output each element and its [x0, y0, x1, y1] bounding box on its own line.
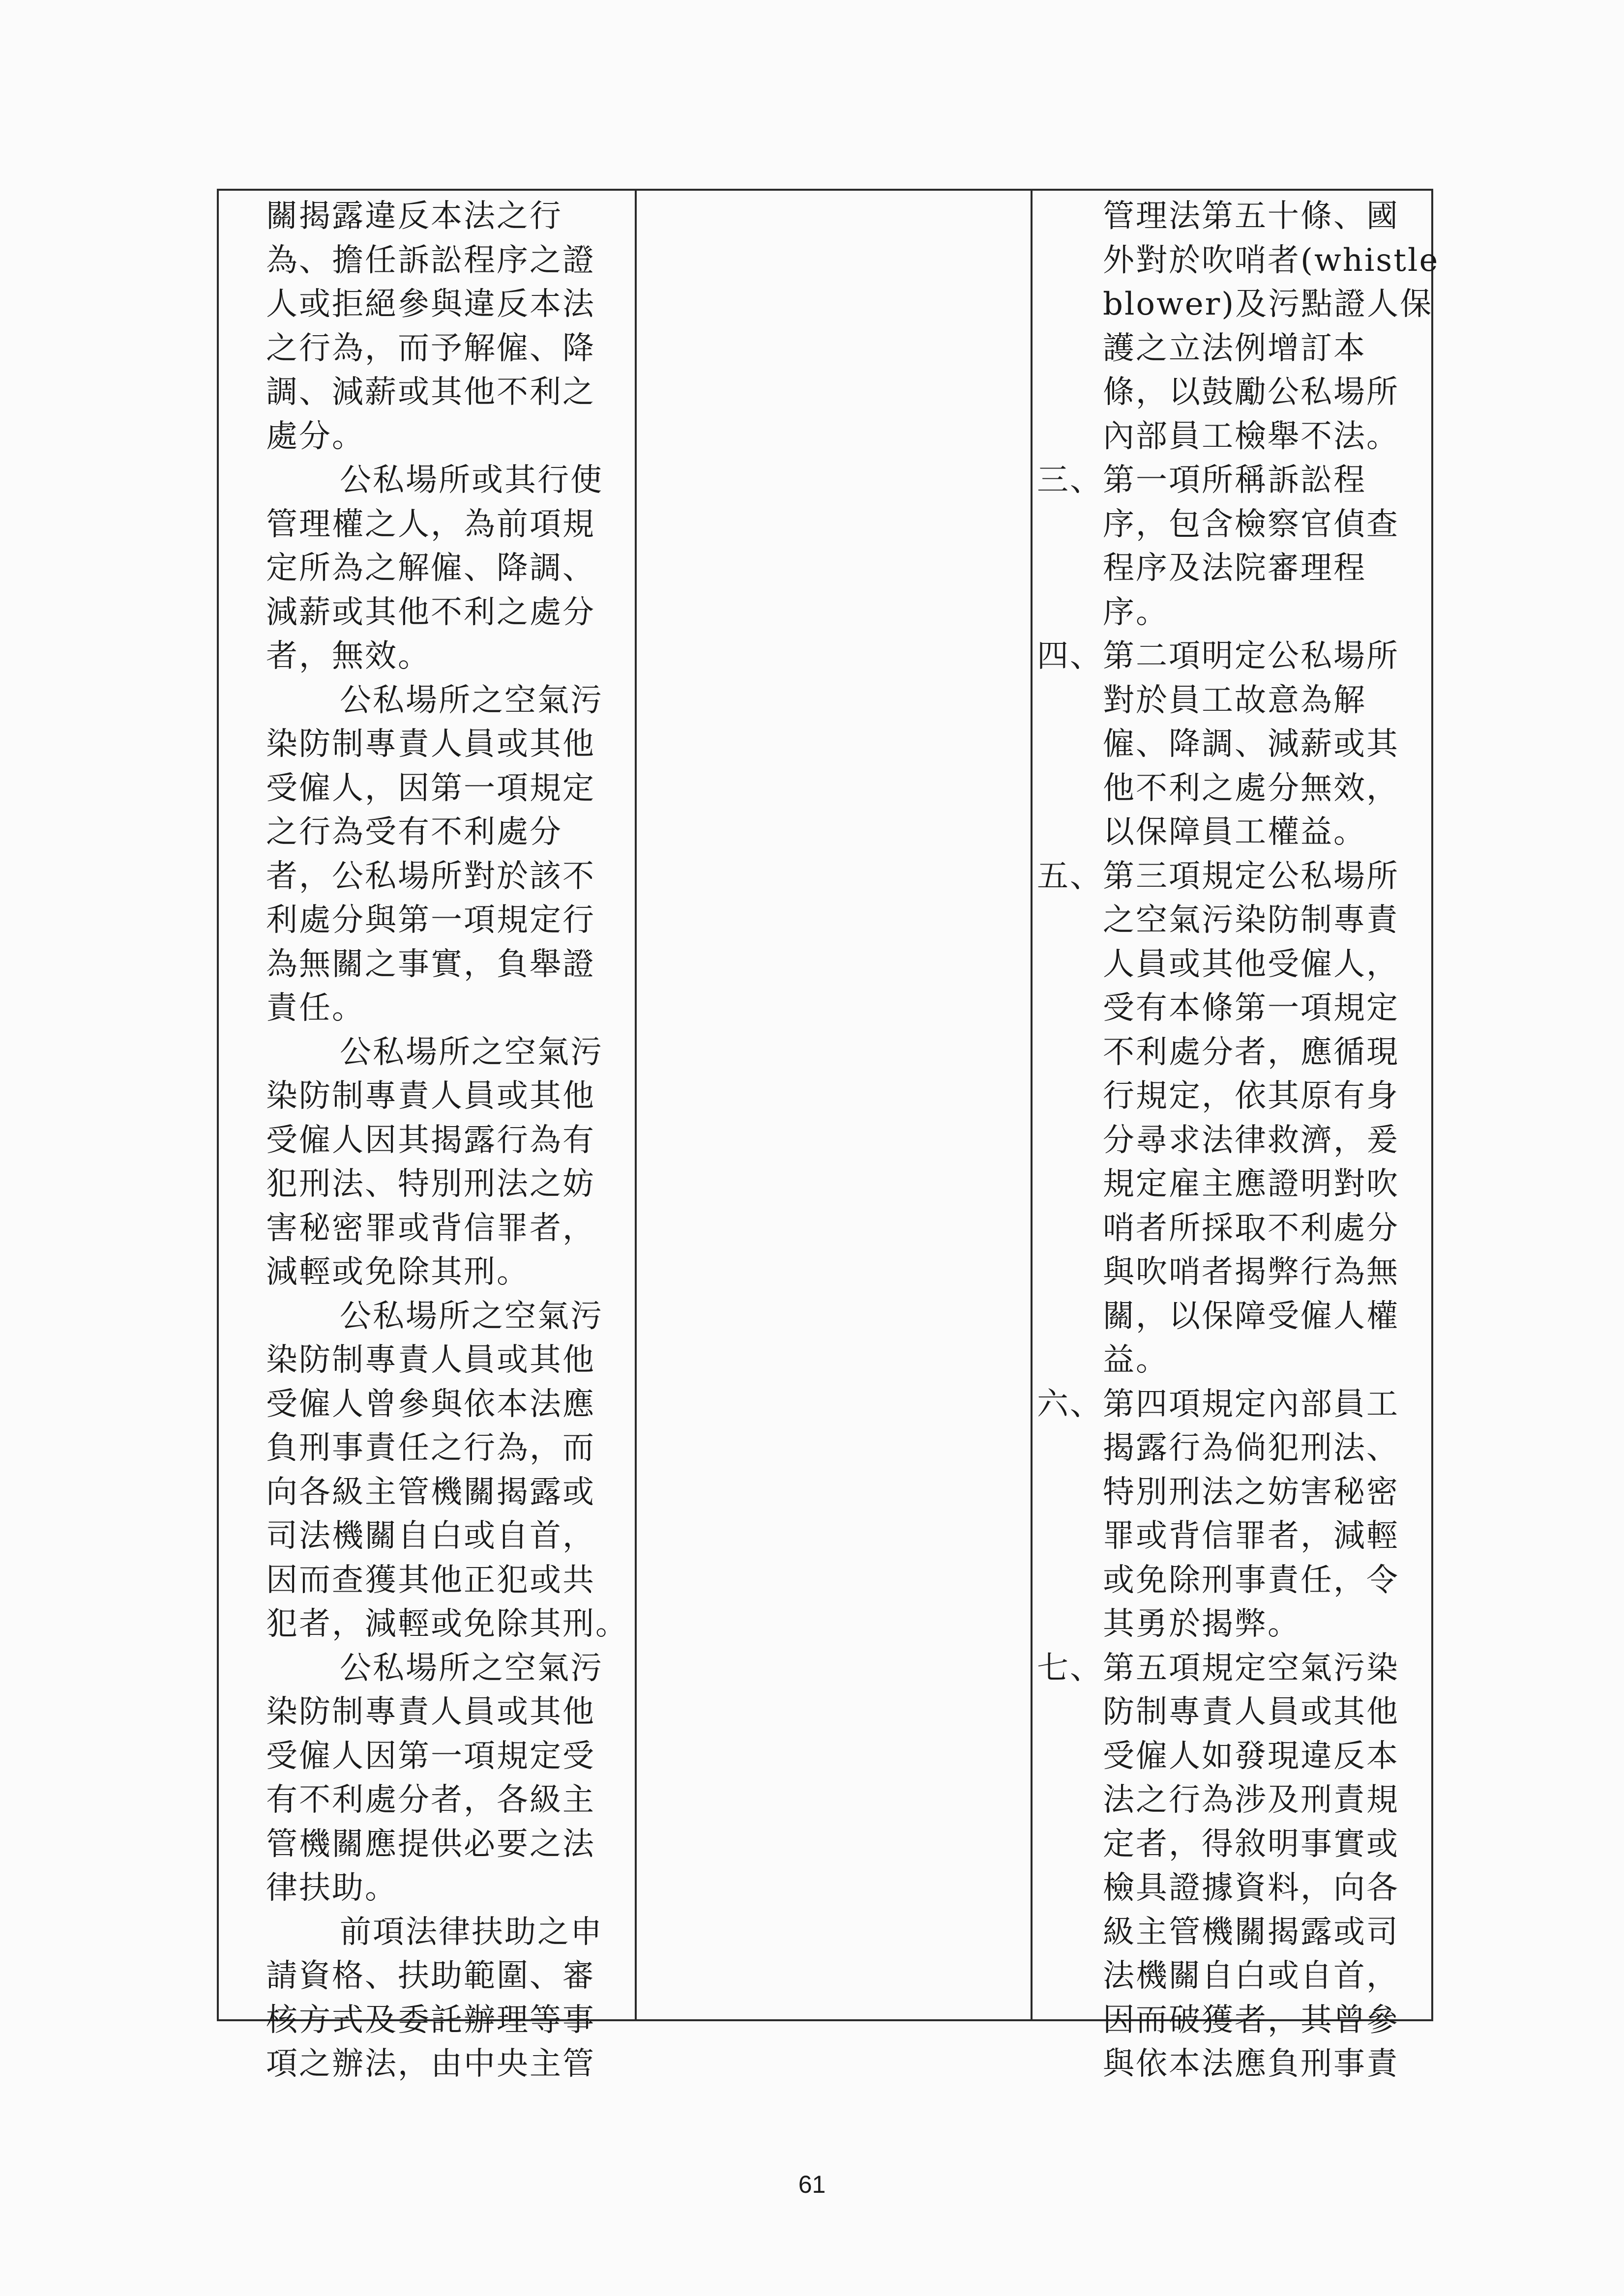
text-line: 特別刑法之妨害秘密 [1103, 1474, 1399, 1511]
text-line: 犯者，減輕或免除其刑。 [266, 1606, 628, 1642]
text-line: 第一項所稱訴訟程 [1103, 462, 1366, 498]
left-paragraph [266, 1031, 630, 1295]
column-divider [1031, 191, 1033, 2019]
text-line: 不利處分者，應循現 [1103, 1034, 1399, 1071]
item-number: 五、 [1037, 858, 1103, 895]
text-line: 內部員工檢舉不法。 [1103, 418, 1399, 455]
text-line: 罪或背信罪者，減輕 [1103, 1518, 1399, 1554]
text-line: 處分。 [266, 418, 365, 455]
text-line: 定者，得敘明事實或 [1103, 1826, 1399, 1862]
item-body [1103, 1647, 1430, 2087]
text-line: 因而破獲者，其曾參 [1103, 2002, 1399, 2038]
text-line: 減輕或免除其刑。 [266, 1254, 530, 1290]
text-line: 為無關之事實，負舉證 [266, 946, 595, 983]
text-line: 以保障員工權益。 [1103, 814, 1366, 850]
text-line: 公私場所或其行使 [340, 462, 603, 498]
text-line: 哨者所採取不利處分 [1103, 1210, 1399, 1247]
text-line: 第三項規定公私場所 [1103, 858, 1399, 895]
text-line: 防制專責人員或其他 [1103, 1694, 1399, 1730]
text-line: 律扶助。 [266, 1870, 398, 1906]
item-body [1103, 635, 1430, 855]
text-line: 檢具證據資料，向各 [1103, 1870, 1399, 1906]
text-line: 第五項規定空氣污染 [1103, 1650, 1399, 1686]
left-paragraph [266, 1647, 630, 1911]
explanation-item [1037, 1647, 1430, 2087]
explanation-item [1037, 459, 1430, 635]
text-line: 與吹哨者揭弊行為無 [1103, 1254, 1399, 1290]
left-paragraph [266, 195, 630, 459]
text-line: 或免除刑事責任，令 [1103, 1562, 1399, 1598]
text-line: 序，包含檢察官偵查 [1103, 506, 1399, 543]
text-line: 為、擔任訴訟程序之證 [266, 242, 595, 279]
left-paragraph [266, 459, 630, 679]
text-line: 他不利之處分無效， [1103, 770, 1399, 807]
text-line: 管理權之人，為前項規 [266, 506, 595, 543]
text-line: 犯刑法、特別刑法之妨 [266, 1166, 595, 1202]
text-line: 染防制專責人員或其他 [266, 726, 595, 762]
text-line: 定所為之解僱、降調、 [266, 550, 595, 586]
text-line: 之行為受有不利處分 [266, 814, 562, 850]
text-line: 關，以保障受僱人權 [1103, 1298, 1399, 1335]
text-line: 核方式及委託辦理等事 [266, 2002, 595, 2038]
text-line: 第二項明定公私場所 [1103, 638, 1399, 674]
text-line: 行規定，依其原有身 [1103, 1078, 1399, 1114]
left-paragraph [266, 1295, 630, 1647]
text-line: 第四項規定內部員工 [1103, 1386, 1399, 1423]
text-line: 外對於吹哨者(whistle [1103, 242, 1440, 279]
text-line: 人或拒絕參與違反本法 [266, 286, 595, 322]
text-line: 有不利處分者，各級主 [266, 1782, 595, 1818]
comparison-table [217, 189, 1440, 2082]
item-number [1037, 195, 1103, 459]
text-line: 負刑事責任之行為，而 [266, 1430, 595, 1466]
explanation-item [1037, 855, 1430, 1383]
text-line: 條，以鼓勵公私場所 [1103, 374, 1399, 410]
text-line: 益。 [1103, 1342, 1169, 1378]
text-line: 序。 [1103, 594, 1169, 631]
item-number: 三、 [1037, 462, 1103, 498]
text-line: 法機關自白或自首， [1103, 1958, 1399, 1994]
text-line: 關揭露違反本法之行 [266, 198, 562, 234]
text-line: 調、減薪或其他不利之 [266, 374, 595, 410]
text-line: 減薪或其他不利之處分 [266, 594, 595, 631]
text-line: 受僱人，因第一項規定 [266, 770, 595, 807]
left-paragraph [266, 679, 630, 1031]
text-line: 對於員工故意為解 [1103, 682, 1366, 719]
text-line: 公私場所之空氣污 [340, 1034, 603, 1071]
text-line: 護之立法例增訂本 [1103, 330, 1366, 367]
left-paragraph [266, 1911, 630, 2087]
explanation-item [1037, 195, 1440, 459]
explanation-item [1037, 1383, 1430, 1647]
text-line: 管機關應提供必要之法 [266, 1826, 595, 1862]
text-line: 人員或其他受僱人， [1103, 946, 1399, 983]
item-body [1103, 855, 1430, 1383]
text-line: 之空氣污染防制專責 [1103, 902, 1399, 938]
text-line: 受有本條第一項規定 [1103, 990, 1399, 1026]
text-line: 管理法第五十條、國 [1103, 198, 1399, 234]
text-line: 規定雇主應證明對吹 [1103, 1166, 1399, 1202]
text-line: 之行為，而予解僱、降 [266, 330, 595, 367]
right-column-explanations [1037, 195, 1440, 2087]
text-line: 程序及法院審理程 [1103, 550, 1366, 586]
text-line: 公私場所之空氣污 [340, 1298, 603, 1335]
text-line: 級主管機關揭露或司 [1103, 1914, 1399, 1950]
text-line: 向各級主管機關揭露或 [266, 1474, 595, 1511]
left-column-provisions [266, 195, 630, 2087]
text-line: 者，公私場所對於該不 [266, 858, 595, 895]
text-line: 利處分與第一項規定行 [266, 902, 595, 938]
item-body [1103, 459, 1430, 635]
text-line: 染防制專責人員或其他 [266, 1342, 595, 1378]
text-line: 項之辦法，由中央主管 [266, 2046, 595, 2082]
text-line: 害秘密罪或背信罪者， [266, 1210, 595, 1247]
text-line: 分尋求法律救濟，爰 [1103, 1122, 1399, 1159]
item-number: 六、 [1037, 1386, 1103, 1423]
explanation-item [1037, 635, 1430, 855]
item-body [1103, 1383, 1430, 1647]
text-line: 受僱人因其揭露行為有 [266, 1122, 595, 1159]
text-line: 司法機關自白或自首， [266, 1518, 595, 1554]
item-number: 七、 [1037, 1650, 1103, 1686]
text-line: 受僱人如發現違反本 [1103, 1738, 1399, 1774]
text-line: 公私場所之空氣污 [340, 1650, 603, 1686]
text-line: 揭露行為倘犯刑法、 [1103, 1430, 1399, 1466]
item-number: 四、 [1037, 638, 1103, 674]
item-body [1103, 195, 1439, 459]
text-line: 法之行為涉及刑責規 [1103, 1782, 1399, 1818]
text-line: 受僱人因第一項規定受 [266, 1738, 595, 1774]
page-number: 61 [798, 2171, 826, 2198]
text-line: 因而查獲其他正犯或共 [266, 1562, 595, 1598]
text-line: blower)及污點證人保 [1103, 286, 1433, 322]
text-line: 公私場所之空氣污 [340, 682, 603, 719]
text-line: 染防制專責人員或其他 [266, 1078, 595, 1114]
text-line: 其勇於揭弊。 [1103, 1606, 1300, 1642]
text-line: 僱、降調、減薪或其 [1103, 726, 1399, 762]
text-line: 請資格、扶助範圍、審 [266, 1958, 595, 1994]
text-line: 受僱人曾參與依本法應 [266, 1386, 595, 1423]
text-line: 者，無效。 [266, 638, 431, 674]
text-line: 前項法律扶助之申 [340, 1914, 603, 1950]
column-divider [635, 191, 637, 2019]
text-line: 責任。 [266, 990, 365, 1026]
text-line: 與依本法應負刑事責 [1103, 2046, 1399, 2082]
text-line: 染防制專責人員或其他 [266, 1694, 595, 1730]
